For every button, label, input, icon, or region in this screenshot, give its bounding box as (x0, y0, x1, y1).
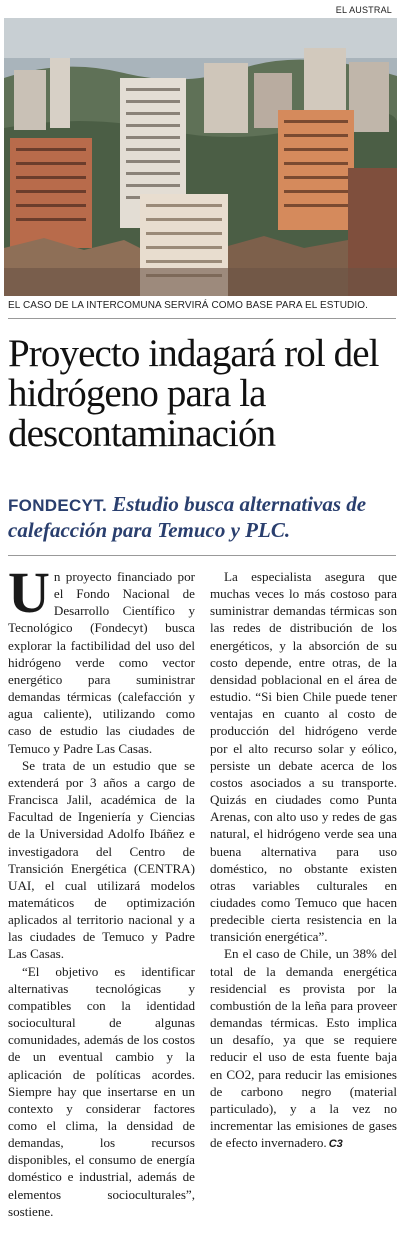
paragraph-text: n proyecto financiado por el Fondo Nacional de Desarrollo Científico y Tecnológico (Fondecyt) busca explorar la factibilidad del uso del hidrógeno verde como vector energético para suministrar demandas térmicas (calefacción y agua caliente), utilizando como caso de estudio las ciudades de Temuco y Padre Las Casas. (8, 569, 195, 756)
end-mark-icon: C3 (328, 1138, 343, 1151)
kicker-lead: FONDECYT. (8, 496, 108, 515)
drop-cap: U (8, 560, 50, 625)
paragraph (8, 560, 195, 757)
kicker (8, 492, 396, 542)
photo-caption: EL CASO DE LA INTERCOMUNA SERVIRÁ COMO BASE PARA EL ESTUDIO. (8, 300, 368, 311)
headline: Proyecto indagará rol del hidrógeno para la descontaminación (8, 332, 379, 455)
paragraph: La especialista asegura que muchas veces lo más costoso para suministrar demandas térmicas son las redes de distribución de los energéticos, y la absorción de su costo depende, entre otras, de la densidad poblacional en el área de estudio. “Si bien Chile puede tener ventajas en cuanto al costo de producción del hidrógeno verde por el alto recurso solar y eólico, persiste un debate acerca de los costos asociados a su transporte. Quizás en ciudades como Punta Arenas, con alto uso y redes de gas natural, el hidrógeno verde sea una buena alternativa para uso doméstico, no obstante existen otras variables culturales en ciudades como Temuco que hacen predecible cierta resistencia en la transición energética”. (210, 569, 397, 945)
city-photo (4, 18, 397, 296)
kicker-deck: Estudio busca alternativas de calefacción para Temuco y PLC. (8, 492, 367, 542)
paragraph (210, 945, 397, 1153)
divider (8, 555, 396, 556)
paragraph: “El objetivo es identificar alternativas tecnológicas y compatibles con la identidad sociocultural de algunas comunidades, además de los costos de un eventual cambio y la aplicación de políticas acordes. Siempre hay que insertarse en un contexto y considerar factores como el clima, la densidad de demandas, los recursos disponibles, el consumo de energía doméstico e industrial, además de elementos socioculturales”, sostiene. (8, 963, 195, 1219)
publication-name: EL AUSTRAL (335, 5, 392, 15)
divider (8, 318, 396, 319)
article-column-1 (8, 560, 195, 1220)
paragraph: Se trata de un estudio que se extenderá por 3 años a cargo de Francisca Jalil, académica de la Facultad de Ingeniería y Ciencias de la Universidad Adolfo Ibáñez e investigadora del Centro de Transición Energética (CENTRA) UAI, el cual utilizará modelos matemáticos de optimización aplicados al territorio nacional y a las ciudades de Temuco y Padre Las Casas. (8, 757, 195, 962)
article-column-2 (210, 568, 397, 1153)
paragraph-text: En el caso de Chile, un 38% del total de la demanda energética residencial es provista por la combustión de la leña para proveer demandas térmicas. Esto implica un desafío, ya que se requiere reducir el uso de esta fuente baja en CO2, para reducir las emisiones de carbono negro (material particulado), y a la vez no incrementar las emisiones de gases de efecto invernadero. (210, 946, 397, 1151)
